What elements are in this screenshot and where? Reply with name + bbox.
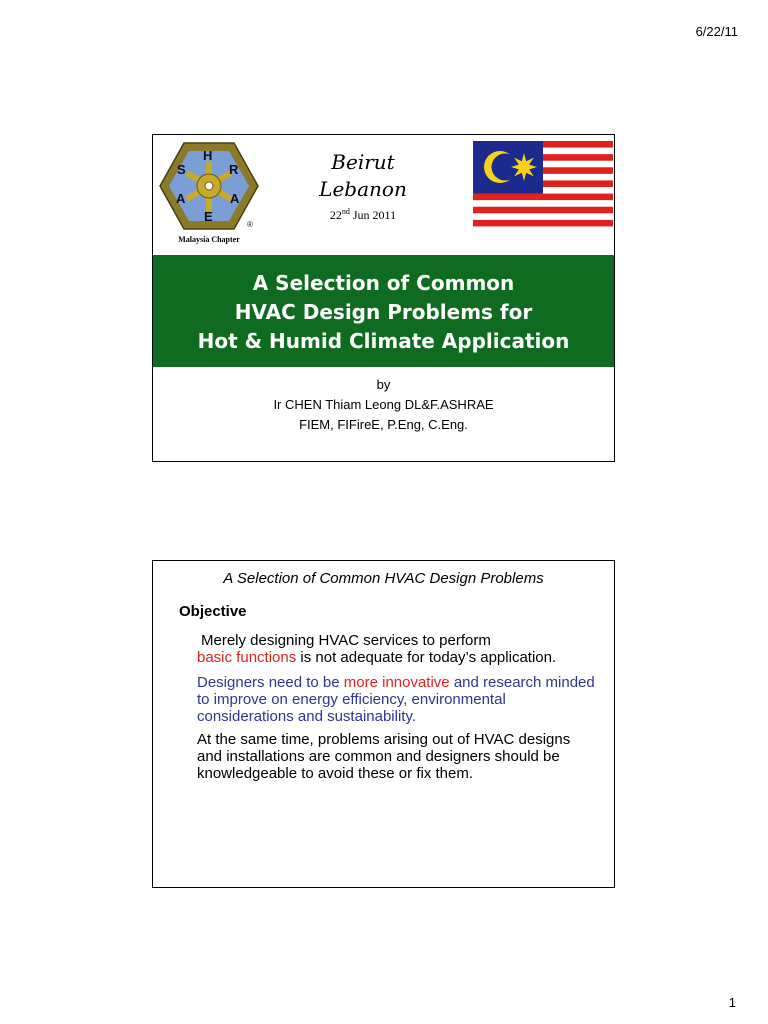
date-suffix: nd (341, 207, 350, 216)
p2-text-a: Designers need to be (197, 674, 344, 691)
logo-letter-e: E (204, 209, 213, 224)
ashrae-logo (159, 141, 259, 231)
title-line-1: A Selection of Common (252, 271, 515, 295)
logo-letter-h: H (203, 148, 213, 163)
p2-text-b: and research minded to improve on energy efficiency, environmental considerations and sustainability. (197, 674, 595, 725)
logo-letter-a1: A (176, 191, 186, 206)
city-line-1: Beirut (331, 150, 395, 174)
byline-credentials: FIEM, FIFireE, P.Eng, C.Eng. (299, 417, 468, 432)
p1-text-b: is not adequate for today’s application. (296, 649, 557, 666)
event-city (303, 149, 423, 203)
logo-letter-a2: A (230, 191, 240, 206)
malaysia-flag (473, 141, 613, 233)
page-date: 6/22/11 (695, 24, 738, 39)
title-line-2: HVAC Design Problems for (234, 300, 533, 324)
date-rest: Jun 2011 (349, 208, 397, 222)
city-line-2: Lebanon (319, 177, 407, 201)
logo-letter-s: S (177, 162, 186, 177)
date-day: 22 (329, 208, 342, 222)
byline-by: by (376, 377, 391, 392)
page-number: 1 (728, 995, 736, 1010)
logo-letter-r: R (229, 162, 239, 177)
title-line-3: Hot & Humid Climate Application (197, 329, 570, 353)
event-date (303, 207, 423, 223)
registered-mark: ® (247, 220, 253, 229)
title-slide (152, 134, 615, 462)
byline-author: Ir CHEN Thiam Leong DL&F.ASHRAE (273, 397, 494, 412)
objective-slide (152, 560, 615, 888)
slide-header (153, 135, 614, 255)
p1-text-a: Merely designing HVAC services to perform (201, 632, 491, 649)
objective-heading: Objective (179, 603, 247, 620)
slide2-title: A Selection of Common HVAC Design Problems (223, 570, 544, 587)
byline (153, 375, 614, 435)
title-band (153, 255, 614, 367)
objective-paragraph-2 (197, 674, 597, 725)
objective-paragraph-3: At the same time, problems arising out of HVAC designs and installations are common and designers should be knowledgeable to avoid these or fix them. (197, 731, 571, 782)
objective-paragraph-1 (197, 632, 597, 666)
p1-highlight: basic functions (197, 649, 297, 666)
p2-highlight: more innovative (343, 674, 450, 691)
logo-caption: Malaysia Chapter (178, 235, 240, 244)
